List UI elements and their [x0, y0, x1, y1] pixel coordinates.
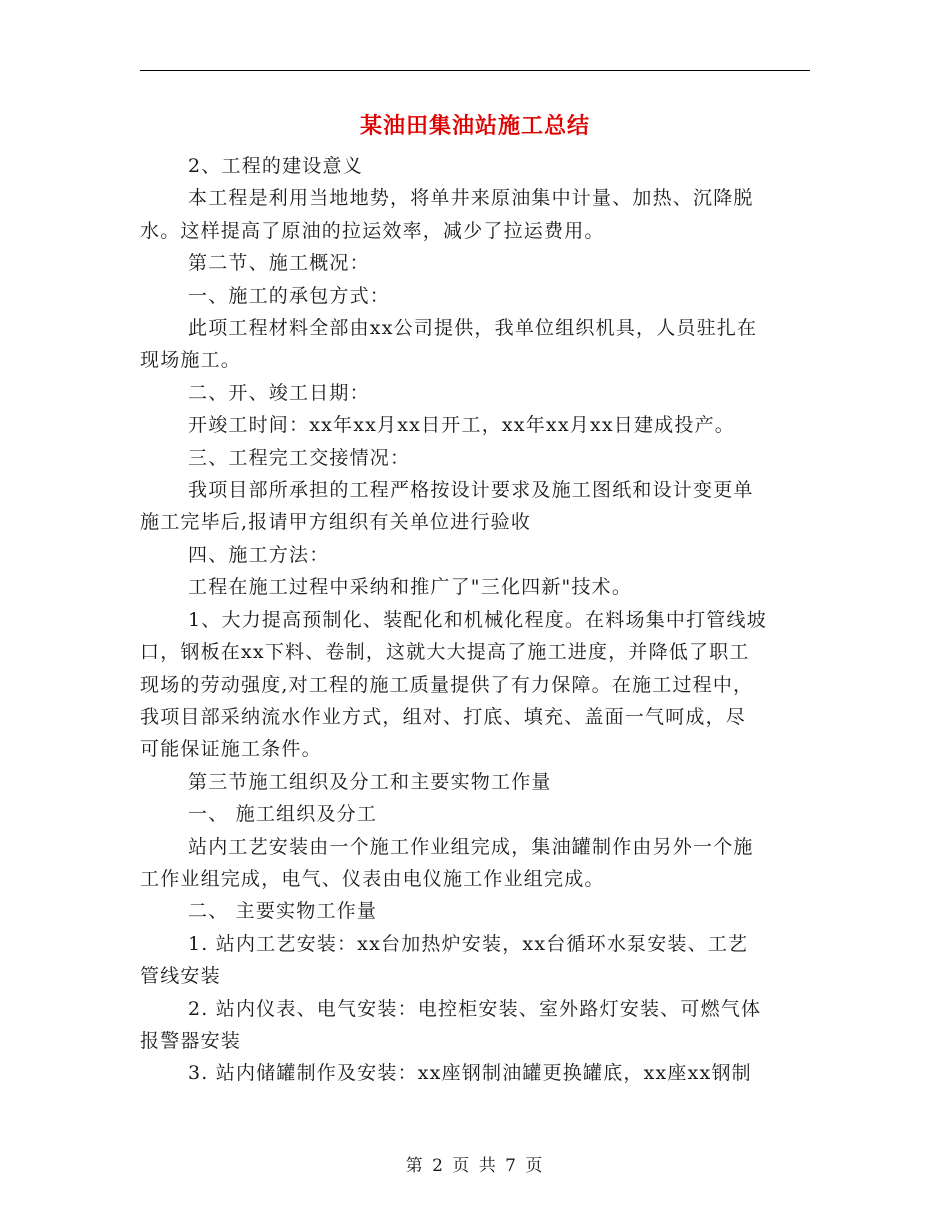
- header-rule: [140, 70, 810, 71]
- body-line: 开竣工时间：xx年xx月xx日开工，xx年xx月xx日建成投产。: [188, 414, 735, 437]
- body-line: 四、施工方法：: [188, 543, 330, 566]
- document-body: [140, 150, 810, 1090]
- body-line: 一、 施工组织及分工: [188, 803, 378, 826]
- body-line: 本工程是利用当地地势，将单井来原油集中计量、加热、沉降脱: [188, 187, 754, 210]
- body-line: 现场的劳动强度,对工程的施工质量提供了有力保障。在施工过程中，: [140, 673, 754, 696]
- body-line: 现场施工。: [140, 349, 242, 372]
- body-line: 二、 主要实物工作量: [188, 900, 378, 923]
- body-line: 第三节施工组织及分工和主要实物工作量: [188, 770, 552, 793]
- body-line: 二、开、竣工日期：: [188, 381, 370, 404]
- body-line: 第二节、施工概况：: [188, 252, 370, 275]
- document-title: 某油田集油站施工总结: [359, 113, 590, 139]
- body-line: 工程在施工过程中采纳和推广了"三化四新"技术。: [188, 576, 633, 599]
- body-line: 口，钢板在xx下料、卷制，这就大大提高了施工进度，并降低了职工: [140, 641, 750, 664]
- body-line: 可能保证施工条件。: [140, 738, 322, 761]
- body-line: 1、大力提高预制化、装配化和机械化程度。在料场集中打管线坡: [188, 608, 767, 631]
- body-line: 2、工程的建设意义: [188, 155, 363, 177]
- page-number: 第 2 页 共 7 页: [405, 1156, 545, 1176]
- body-line: 三、工程完工交接情况：: [188, 446, 411, 469]
- body-line: 施工完毕后,报请甲方组织有关单位进行验收: [140, 511, 532, 534]
- body-line: 1. 站内工艺安装：xx台加热炉安装，xx台循环水泵安装、工艺: [188, 932, 749, 955]
- body-line: 站内工艺安装由一个施工作业组完成，集油罐制作由另外一个施: [188, 835, 754, 858]
- body-line: 报警器安装: [140, 1029, 242, 1052]
- body-line: 2. 站内仪表、电气安装：电控柜安装、室外路灯安装、可燃气体: [188, 997, 762, 1020]
- body-line: 此项工程材料全部由xx公司提供，我单位组织机具，人员驻扎在: [188, 317, 758, 340]
- body-line: 水。这样提高了原油的拉运效率，减少了拉运费用。: [140, 219, 605, 242]
- body-line: 一、施工的承包方式：: [188, 284, 391, 307]
- body-line: 我项目部所承担的工程严格按设计要求及施工图纸和设计变更单: [188, 479, 754, 502]
- body-line: 管线安装: [140, 965, 221, 988]
- body-line: 工作业组完成，电气、仪表由电仪施工作业组完成。: [140, 867, 605, 890]
- body-line: 我项目部采纳流水作业方式，组对、打底、填充、盖面一气呵成，尽: [140, 705, 747, 728]
- body-line: 3. 站内储罐制作及安装：xx座钢制油罐更换罐底，xx座xx钢制: [188, 1062, 752, 1085]
